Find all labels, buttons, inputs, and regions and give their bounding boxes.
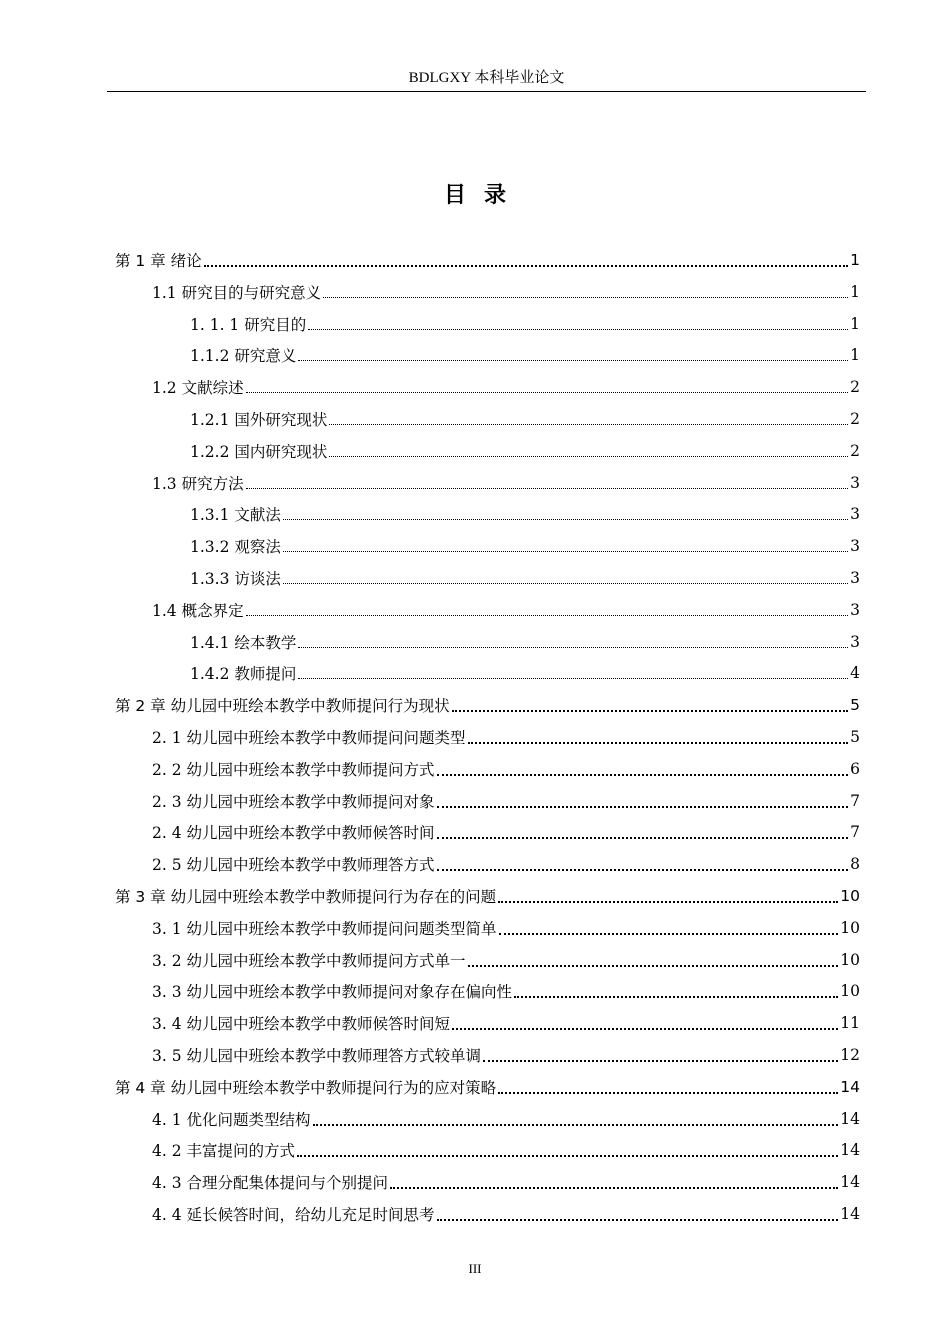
toc-entry-title: 第 1 章 绪论 [115,252,202,270]
toc-entry-title: 1.3.2 观察法 [190,538,281,556]
toc-entry-page: 11 [840,1014,860,1032]
toc-entry-title: 1.4 概念界定 [152,602,244,620]
toc-entry-page: 7 [850,823,860,841]
toc-entry-title: 第 2 章 幼儿园中班绘本教学中教师提问行为现状 [115,697,450,715]
dot-leader [204,264,848,267]
dot-leader [498,900,838,903]
toc-entry-title: 1. 1. 1 研究目的 [190,316,307,334]
dot-leader [390,1186,838,1189]
toc-entry-page: 3 [850,537,860,555]
toc-entry-title: 1.1 研究目的与研究意义 [152,284,322,302]
toc-entry-page: 10 [840,919,860,937]
toc-entry[interactable] [190,530,860,562]
toc-entry[interactable] [152,467,860,499]
dot-leader [283,582,848,584]
toc-entry-page: 14 [840,1205,860,1223]
dot-leader [246,391,849,393]
toc-entry-title: 1.2.1 国外研究现状 [190,411,328,429]
running-header: BDLGXY 本科毕业论文 [408,70,565,86]
dot-leader [246,614,849,616]
toc-entry-title: 1.4.2 教师提问 [190,665,297,683]
toc-entry-page: 4 [850,664,860,682]
toc-entry[interactable] [152,816,860,848]
toc-entry[interactable] [152,785,860,817]
dot-leader [452,1027,838,1030]
toc-entry[interactable] [190,657,860,689]
toc-entry-page: 14 [840,1141,860,1159]
dot-leader [468,964,839,967]
dot-leader [437,773,849,776]
toc-entry[interactable] [190,403,860,435]
toc-entry-page: 3 [850,633,860,651]
toc-entry-title: 3. 2 幼儿园中班绘本教学中教师提问方式单一 [152,952,466,970]
toc-entry-title: 2. 4 幼儿园中班绘本教学中教师候答时间 [152,824,435,842]
dot-leader [246,487,849,489]
toc-entry-title: 3. 4 幼儿园中班绘本教学中教师候答时间短 [152,1015,451,1033]
dot-leader [437,805,849,808]
toc-entry-title: 1.1.2 研究意义 [190,347,297,365]
toc-entry-title: 4. 4 延长候答时间，给幼儿充足时间思考 [152,1206,435,1224]
toc-entry[interactable] [190,562,860,594]
toc-chapter-entry[interactable] [115,880,860,912]
dot-leader [297,1154,838,1157]
toc-entry-page: 2 [850,410,860,428]
toc-entry-page: 14 [840,1110,860,1128]
dot-leader [499,932,839,935]
dot-leader [437,868,849,871]
toc-entry-page: 1 [850,251,860,269]
toc-entry[interactable] [152,975,860,1007]
dot-leader [437,836,849,839]
toc-entry[interactable] [152,1103,860,1135]
toc-entry-title: 第 4 章 幼儿园中班绘本教学中教师提问行为的应对策略 [115,1079,497,1097]
toc-entry[interactable] [152,912,860,944]
dot-leader [483,1059,838,1062]
dot-leader [514,995,838,998]
toc-entry-title: 1.3.1 文献法 [190,506,281,524]
dot-leader [498,1091,838,1094]
dot-leader [298,359,848,361]
dot-leader [308,328,848,330]
toc-entry-title: 3. 3 幼儿园中班绘本教学中教师提问对象存在偏向性 [152,983,513,1001]
toc-entry-page: 2 [850,442,860,460]
dot-leader [283,518,848,520]
toc-entry-page: 10 [840,887,860,905]
page-title: 目录 [443,183,524,208]
toc-entry[interactable] [152,1134,860,1166]
dot-leader [468,741,849,744]
toc-entry[interactable] [190,498,860,530]
toc-entry-title: 1.3 研究方法 [152,475,244,493]
toc-entry-title: 1.2 文献综述 [152,379,244,397]
toc-entry-page: 6 [850,760,860,778]
toc-entry-page: 1 [850,315,860,333]
toc-entry-page: 3 [850,569,860,587]
toc-entry-title: 2. 2 幼儿园中班绘本教学中教师提问方式 [152,761,435,779]
toc-entry-title: 2. 3 幼儿园中班绘本教学中教师提问对象 [152,793,435,811]
toc-entry-page: 12 [840,1046,860,1064]
toc-entry[interactable] [152,371,860,403]
toc-entry[interactable] [190,626,860,658]
toc-entry-title: 第 3 章 幼儿园中班绘本教学中教师提问行为存在的问题 [115,888,497,906]
toc-entry[interactable] [152,1007,860,1039]
toc-entry-page: 3 [850,601,860,619]
page-number: III [468,1261,482,1276]
toc-entry[interactable] [152,1198,860,1230]
toc-entry-title: 4. 1 优化问题类型结构 [152,1111,311,1129]
dot-leader [298,677,848,679]
dot-leader [323,296,848,298]
toc-entry-title: 3. 1 幼儿园中班绘本教学中教师提问问题类型简单 [152,920,497,938]
toc-entry[interactable] [152,1166,860,1198]
toc-chapter-entry[interactable] [115,244,860,276]
dot-leader [452,709,848,712]
toc-entry-title: 1.4.1 绘本教学 [190,634,297,652]
toc-entry-title: 2. 5 幼儿园中班绘本教学中教师理答方式 [152,856,435,874]
toc-entry-page: 10 [840,951,860,969]
toc-entry-page: 5 [850,696,860,714]
toc-entry-title: 1.3.3 访谈法 [190,570,281,588]
toc-entry-title: 4. 2 丰富提问的方式 [152,1142,296,1160]
dot-leader [313,1123,839,1126]
toc-entry[interactable] [152,594,860,626]
toc-entry[interactable] [152,848,860,880]
dot-leader [298,646,848,648]
header-rule [107,91,866,92]
toc-entry-page: 10 [840,982,860,1000]
toc-chapter-entry[interactable] [115,689,860,721]
toc-entry[interactable] [190,339,860,371]
toc-entry-title: 3. 5 幼儿园中班绘本教学中教师理答方式较单调 [152,1047,482,1065]
toc-chapter-entry[interactable] [115,1071,860,1103]
toc-entry-page: 1 [850,346,860,364]
dot-leader [329,423,848,425]
dot-leader [437,1218,839,1221]
toc-entry-title: 1.2.2 国内研究现状 [190,443,328,461]
toc-entry-page: 3 [850,505,860,523]
toc-entry[interactable] [152,721,860,753]
toc-entry-page: 5 [850,728,860,746]
toc-entry-page: 14 [840,1173,860,1191]
toc-entry-page: 1 [850,283,860,301]
toc-entry-page: 7 [850,792,860,810]
toc-entry[interactable] [190,435,860,467]
toc-entry-page: 8 [850,855,860,873]
toc-entry-page: 2 [850,378,860,396]
toc-entry[interactable] [190,308,860,340]
dot-leader [283,550,848,552]
toc-entry-page: 3 [850,474,860,492]
toc-entry-title: 2. 1 幼儿园中班绘本教学中教师提问问题类型 [152,729,466,747]
toc-entry[interactable] [152,753,860,785]
toc-entry-page: 14 [840,1078,860,1096]
dot-leader [329,455,848,457]
toc-entry[interactable] [152,944,860,976]
toc-entry[interactable] [152,1039,860,1071]
toc-entry[interactable] [152,276,860,308]
toc-entry-title: 4. 3 合理分配集体提问与个别提问 [152,1174,389,1192]
